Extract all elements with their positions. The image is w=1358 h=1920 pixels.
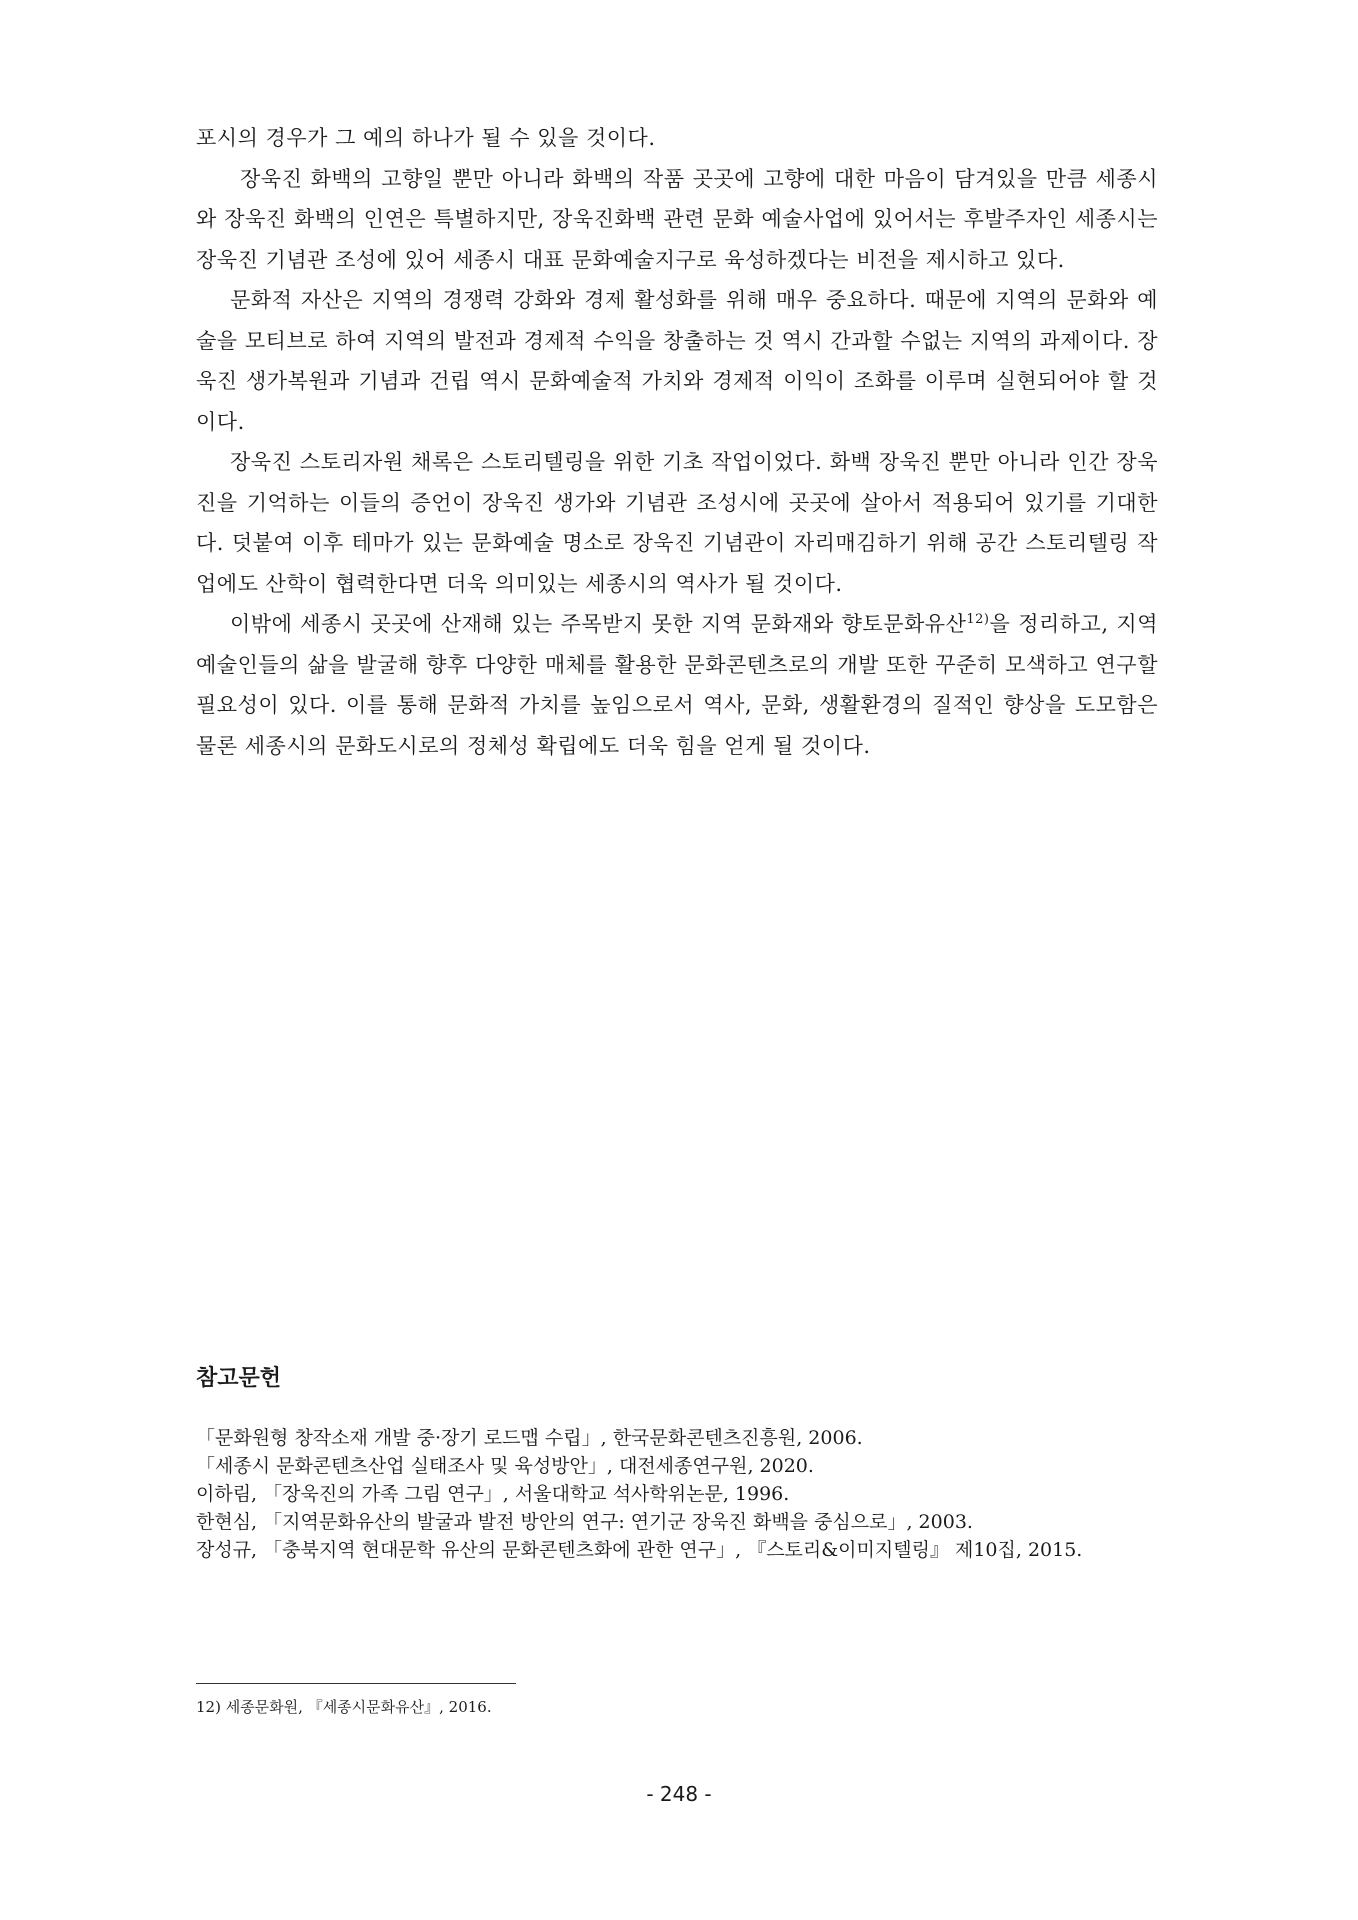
footnote: 12) 세종문화원, 『세종시문화유산』, 2016. <box>196 1698 492 1716</box>
references-heading: 참고문헌 <box>196 1366 282 1391</box>
reference-item: 이하림, 「장욱진의 가족 그림 연구」, 서울대학교 석사학위논문, 1996. <box>196 1483 790 1505</box>
paragraph-2: 장욱진 화백의 고향일 뿐만 아니라 화백의 작품 곳곳에 고향에 대한 마음이 담겨있을 만큼 세종시와 장욱진 화백의 인연은 특별하지만, 장욱진화백 관련 문화 예술사업에 있어서는 후발주자인 세종시는 장욱진 기념관 조성에 있어 세종시 대표 문화예술지구로 육성하겠다는 비전을 제시하고 있다. <box>196 166 1158 272</box>
reference-item: 「문화원형 창작소재 개발 중·장기 로드맵 수립」, 한국문화콘텐츠진흥원, 2006. <box>196 1427 863 1449</box>
body-text <box>196 118 1158 766</box>
reference-item: 장성규, 「충북지역 현대문학 유산의 문화콘텐츠화에 관한 연구」, 『스토리&이미지텔링』 제10집, 2015. <box>196 1539 1083 1561</box>
footnote-reference[interactable]: 12) <box>966 612 990 627</box>
page-number: - 248 - <box>646 1782 712 1806</box>
references-list <box>196 1424 1158 1564</box>
paragraph-4: 장욱진 스토리자원 채록은 스토리텔링을 위한 기초 작업이었다. 화백 장욱진 뿐만 아니라 인간 장욱진을 기억하는 이들의 증언이 장욱진 생가와 기념관 조성시에 곳곳에 살아서 적용되어 있기를 기대한다. 덧붙여 이후 테마가 있는 문화예술 명소로 장욱진 기념관이 자리매김하기 위해 공간 스토리텔링 작업에도 산학이 협력한다면 더욱 의미있는 세종시의 역사가 될 것이다. <box>196 450 1158 596</box>
paragraph-5 <box>196 604 1158 766</box>
footnote-divider <box>196 1683 516 1684</box>
paragraph-5-end: 을 정리하고, 지역예술인들의 삶을 발굴해 향후 다양한 매체를 활용한 문화콘텐츠로의 개발 또한 꾸준히 모색하고 연구할 필요성이 있다. 이를 통해 문화적 가치를 높임으로서 역사, 문화, 생활환경의 질적인 향상을 도모함은 물론 세종시의 문화도시로의 정체성 확립에도 더욱 힘을 얻게 될 것이다. <box>196 612 1159 758</box>
paragraph-3: 문화적 자산은 지역의 경쟁력 강화와 경제 활성화를 위해 매우 중요하다. 때문에 지역의 문화와 예술을 모티브로 하여 지역의 발전과 경제적 수익을 창출하는 것 역시 간과할 수없는 지역의 과제이다. 장욱진 생가복원과 기념과 건립 역시 문화예술적 가치와 경제적 이익이 조화를 이루며 실현되어야 할 것이다. <box>196 288 1158 434</box>
reference-item: 한현심, 「지역문화유산의 발굴과 발전 방안의 연구: 연기군 장욱진 화백을 중심으로」, 2003. <box>196 1511 973 1533</box>
paragraph-5-start: 이밖에 세종시 곳곳에 산재해 있는 주목받지 못한 지역 문화재와 향토문화유산 <box>230 612 967 636</box>
reference-item: 「세종시 문화콘텐츠산업 실태조사 및 육성방안」, 대전세종연구원, 2020. <box>196 1455 814 1477</box>
paragraph-1: 포시의 경우가 그 예의 하나가 될 수 있을 것이다. <box>196 126 656 150</box>
